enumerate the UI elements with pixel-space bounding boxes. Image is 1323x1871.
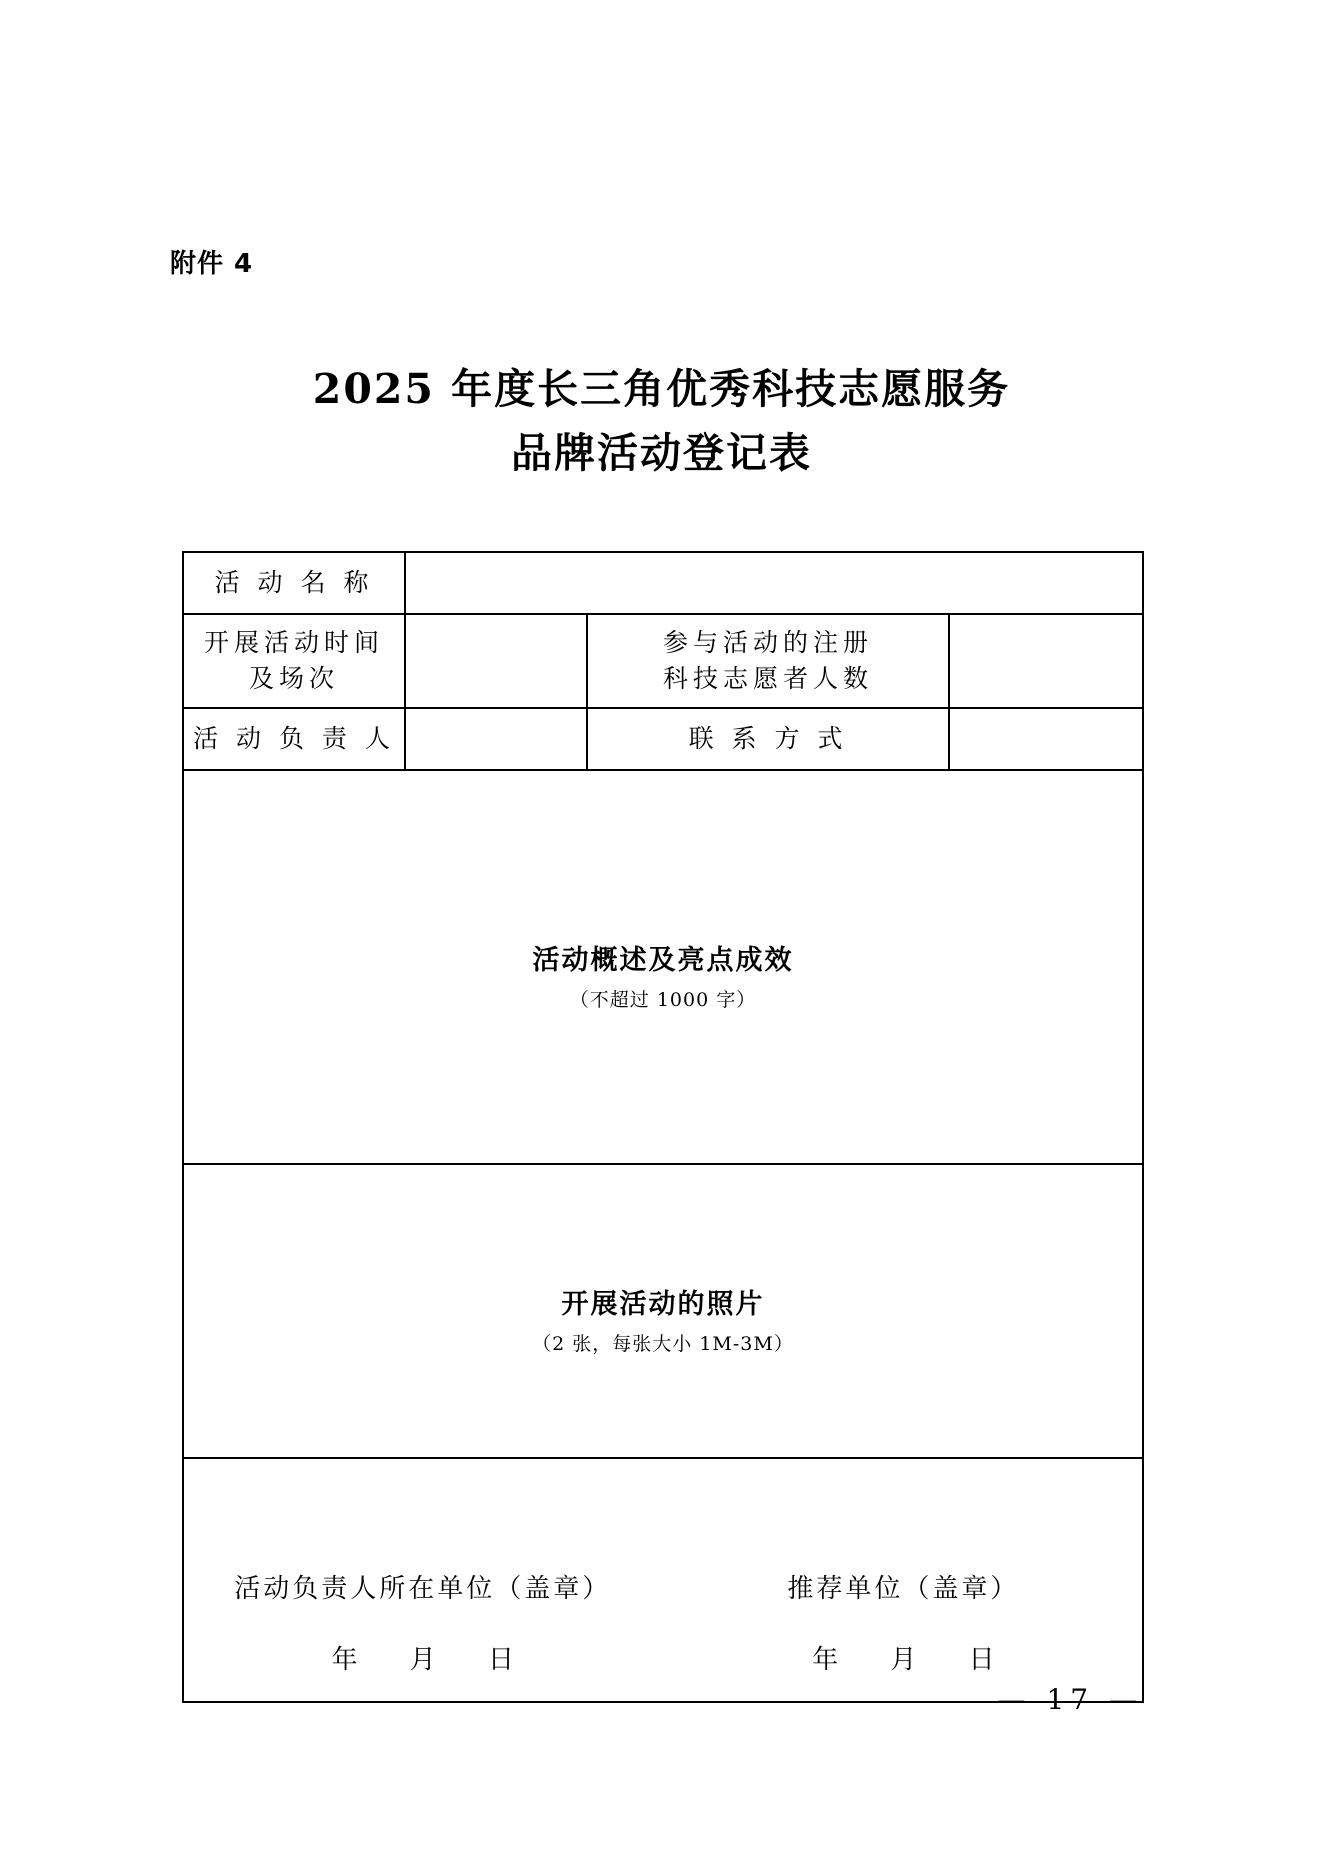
field-signatures[interactable] — [183, 1458, 1143, 1702]
label-contact-method — [587, 708, 949, 770]
table-row-photos — [183, 1164, 1143, 1458]
label-registered-volunteers — [587, 614, 949, 708]
attachment-label: 附件 4 — [170, 249, 254, 279]
signature-recommending-unit-title: 推荐单位（盖章） — [787, 1574, 1020, 1604]
signature-owner-unit — [218, 1568, 627, 1676]
activity-time-label-line-2: 及场次 — [248, 664, 339, 693]
field-activity-photos[interactable] — [183, 1164, 1143, 1458]
activity-name-label: 活 动 名 称 — [214, 567, 374, 597]
label-activity-time — [183, 614, 405, 708]
table-row-activity-name — [183, 552, 1143, 614]
field-activity-owner[interactable] — [405, 708, 587, 770]
field-contact-method[interactable] — [949, 708, 1143, 770]
table-row-summary — [183, 770, 1143, 1164]
registered-volunteers-label-line-1: 参与活动的注册 — [662, 627, 873, 657]
registration-form-table — [182, 551, 1144, 1703]
activity-photos-note: （2 张，每张大小 1M-3M） — [532, 1333, 794, 1355]
signature-recommending-unit-date: 年 月 日 — [812, 1645, 1017, 1675]
activity-summary-note: （不超过 1000 字） — [569, 989, 757, 1011]
contact-method-label: 联 系 方 式 — [688, 723, 848, 753]
page-title-line-1: 2025 年度长三角优秀科技志愿服务 — [312, 365, 1011, 413]
activity-owner-label: 活 动 负 责 人 — [193, 723, 395, 753]
table-row-owner-and-contact — [183, 708, 1143, 770]
label-activity-owner — [183, 708, 405, 770]
label-activity-name — [183, 552, 405, 614]
activity-time-label-line-1: 开展活动时间 — [203, 627, 384, 657]
activity-summary-heading: 活动概述及亮点成效 — [532, 945, 794, 976]
signature-recommending-unit — [699, 1568, 1108, 1676]
page-title — [0, 358, 1323, 485]
table-row-time-and-sessions — [183, 614, 1143, 708]
page-title-line-2: 品牌活动登记表 — [511, 428, 812, 477]
registered-volunteers-label-line-2: 科技志愿者人数 — [662, 664, 873, 693]
page-number: — 17 — — [997, 1683, 1143, 1716]
signature-owner-unit-date: 年 月 日 — [331, 1645, 536, 1675]
table-row-signatures — [183, 1458, 1143, 1702]
activity-photos-heading: 开展活动的照片 — [561, 1289, 765, 1320]
field-activity-time[interactable] — [405, 614, 587, 708]
signature-owner-unit-title: 活动负责人所在单位（盖章） — [234, 1574, 612, 1604]
field-registered-volunteers[interactable] — [949, 614, 1143, 708]
field-activity-summary[interactable] — [183, 770, 1143, 1164]
field-activity-name[interactable] — [405, 552, 1143, 614]
signature-row — [184, 1484, 1142, 1676]
